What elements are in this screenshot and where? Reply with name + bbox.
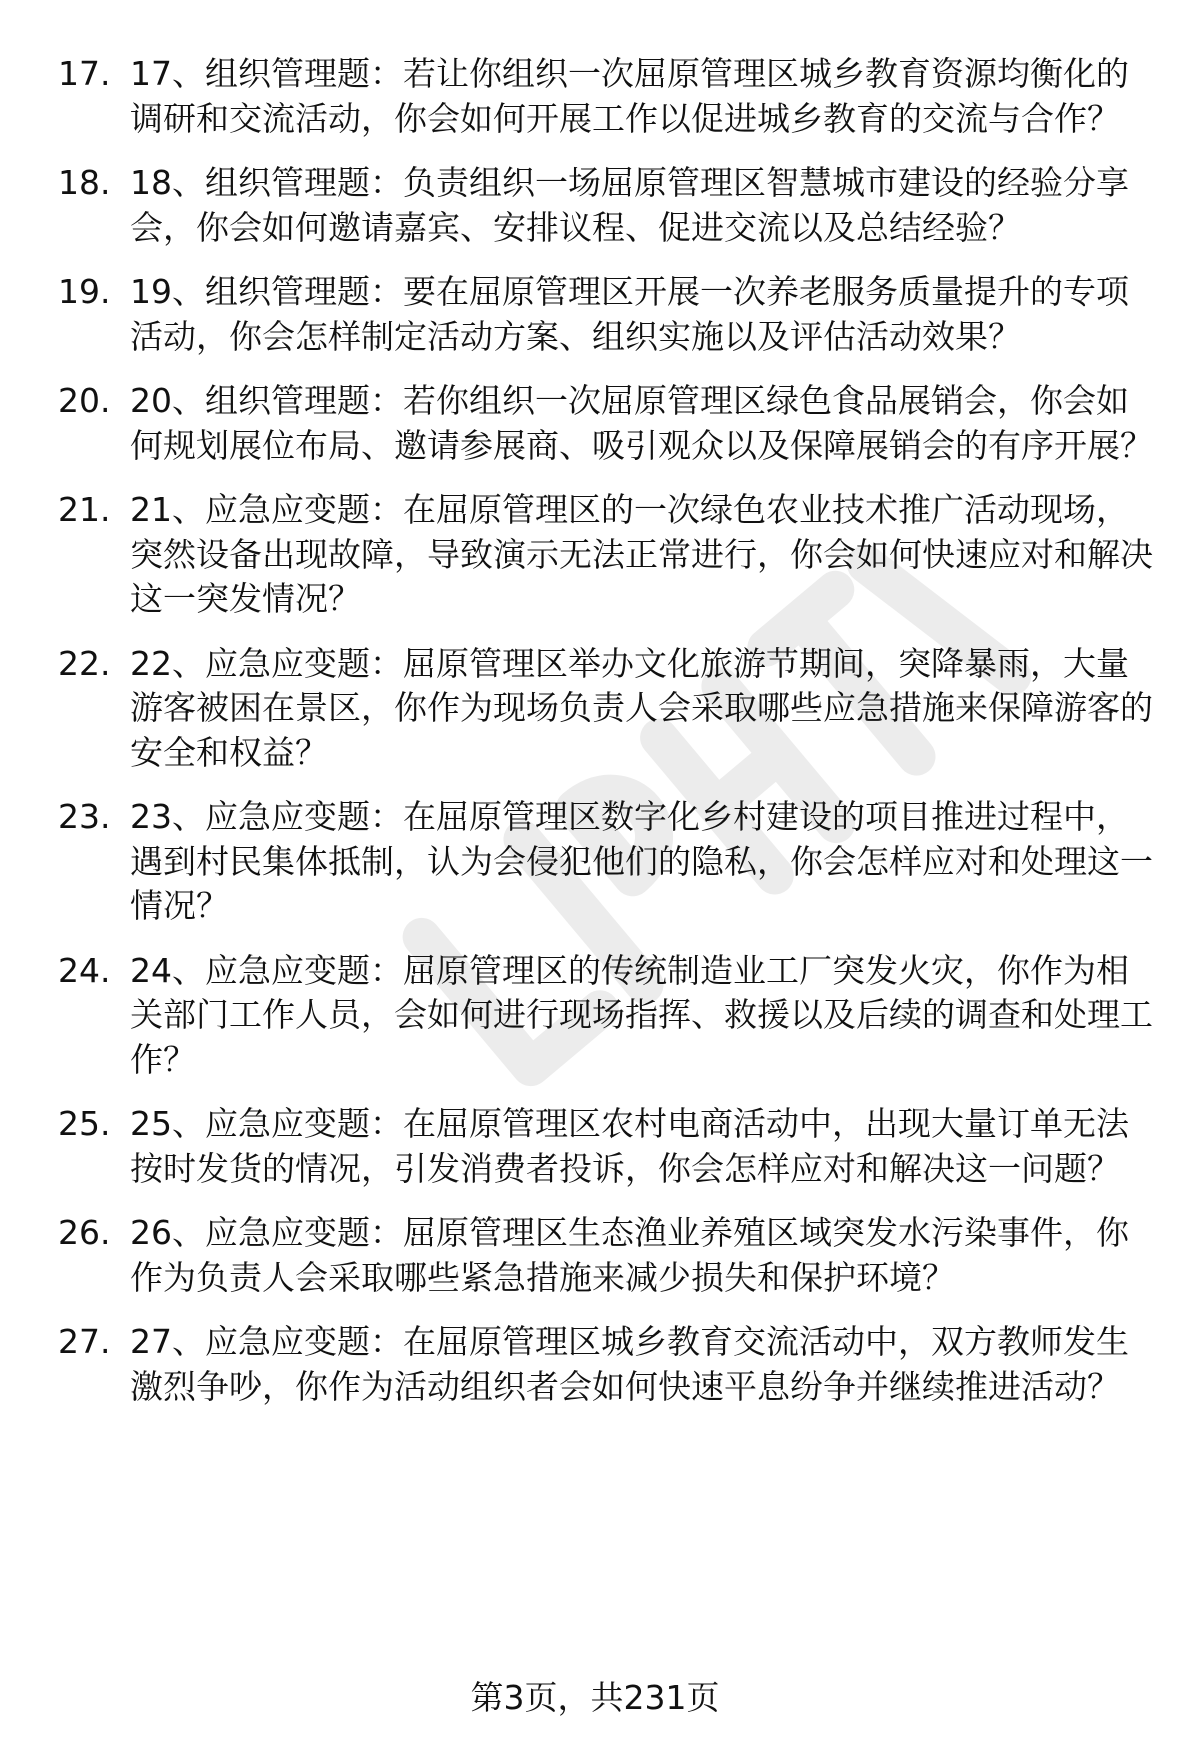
question-number: 20.	[58, 381, 111, 420]
question-number: 18.	[58, 163, 111, 202]
question-item-24	[0, 949, 1190, 1083]
question-text: 21、应急应变题：在屈原管理区的一次绿色农业技术推广活动现场，突然设备出现故障，导致演示无法正常进行，你会如何快速应对和解决这一突发情况？	[130, 490, 1153, 618]
question-number: 26.	[58, 1213, 111, 1252]
question-text: 25、应急应变题：在屈原管理区农村电商活动中，出现大量订单无法按时发货的情况，引发消费者投诉，你会怎样应对和解决这一问题？	[130, 1104, 1129, 1188]
question-list	[0, 52, 1190, 1429]
question-number: 27.	[58, 1322, 111, 1361]
question-item-18	[0, 161, 1190, 250]
question-item-22	[0, 642, 1190, 776]
question-item-23	[0, 795, 1190, 929]
question-number: 22.	[58, 643, 111, 683]
question-item-21	[0, 488, 1190, 622]
question-text: 27、应急应变题：在屈原管理区城乡教育交流活动中，双方教师发生激烈争吵，你作为活动组织者会如何快速平息纷争并继续推进活动？	[130, 1322, 1129, 1406]
question-number: 25.	[58, 1104, 111, 1143]
question-text: 22、应急应变题：屈原管理区举办文化旅游节期间，突降暴雨，大量游客被困在景区，你作为现场负责人会采取哪些应急措施来保障游客的安全和权益？	[130, 643, 1153, 772]
question-number: 19.	[58, 272, 111, 311]
question-text: 26、应急应变题：屈原管理区生态渔业养殖区域突发水污染事件，你作为负责人会采取哪些紧急措施来减少损失和保护环境？	[130, 1213, 1129, 1297]
question-item-26	[0, 1211, 1190, 1300]
question-text: 23、应急应变题：在屈原管理区数字化乡村建设的项目推进过程中，遇到村民集体抵制，认为会侵犯他们的隐私，你会怎样应对和处理这一情况？	[130, 797, 1153, 925]
question-number: 17.	[58, 54, 111, 93]
question-text: 24、应急应变题：屈原管理区的传统制造业工厂突发火灾，你作为相关部门工作人员，会如何进行现场指挥、救援以及后续的调查和处理工作？	[130, 950, 1153, 1079]
question-text: 19、组织管理题：要在屈原管理区开展一次养老服务质量提升的专项活动，你会怎样制定活动方案、组织实施以及评估活动效果？	[130, 272, 1129, 356]
page-footer	[0, 1676, 1190, 1720]
question-number: 21.	[58, 490, 111, 529]
question-number: 24.	[58, 950, 111, 990]
question-text: 17、组织管理题：若让你组织一次屈原管理区城乡教育资源均衡化的调研和交流活动，你会如何开展工作以促进城乡教育的交流与合作？	[130, 54, 1129, 138]
question-item-19	[0, 270, 1190, 359]
question-text: 20、组织管理题：若你组织一次屈原管理区绿色食品展销会，你会如何规划展位布局、邀请参展商、吸引观众以及保障展销会的有序开展？	[130, 381, 1153, 465]
question-number: 23.	[58, 797, 111, 836]
question-text: 18、组织管理题：负责组织一场屈原管理区智慧城市建设的经验分享会，你会如何邀请嘉宾、安排议程、促进交流以及总结经验？	[130, 163, 1129, 247]
question-item-25	[0, 1102, 1190, 1191]
question-item-17	[0, 52, 1190, 141]
page-number-label: 第3页，共231页	[470, 1678, 720, 1717]
question-item-27	[0, 1320, 1190, 1409]
question-item-20	[0, 379, 1190, 468]
